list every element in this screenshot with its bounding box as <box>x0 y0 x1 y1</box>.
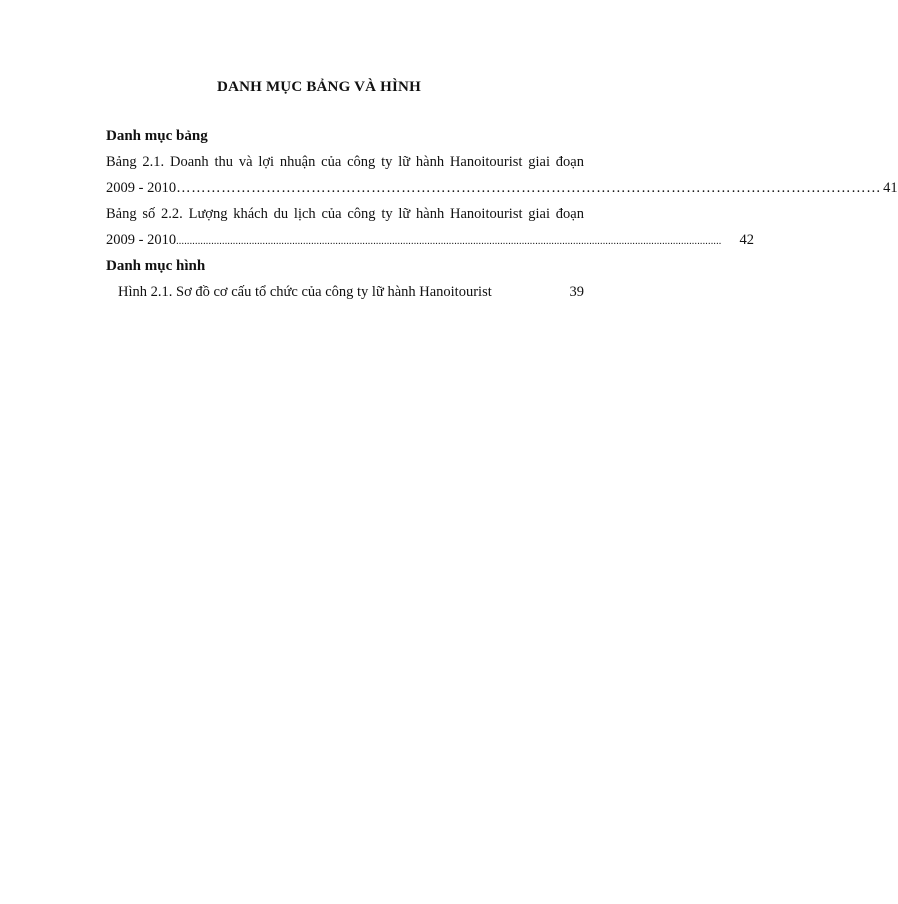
figure-entry-1 <box>106 279 584 305</box>
table-entry-2-page: 42 <box>739 232 754 248</box>
table-entry-1-line2 <box>106 175 898 201</box>
page-title: DANH MỤC BẢNG VÀ HÌNH <box>217 79 421 95</box>
dot-leader: .......................................................................................................................................................................................................... <box>176 236 722 247</box>
table-entry-2-years: 2009 - 2010 <box>106 232 177 248</box>
table-entry-1-page: 41 <box>883 180 898 196</box>
table-entry-1-years: 2009 - 2010 <box>106 180 177 196</box>
table-entry-2-line1: Bảng số 2.2. Lượng khách du lịch của công ty lữ hành Hanoitourist giai đoạn <box>106 206 584 222</box>
table-entry-1-line1: Bảng 2.1. Doanh thu và lợi nhuận của công ty lữ hành Hanoitourist giai đoạn <box>106 154 584 170</box>
figure-entry-1-text: Hình 2.1. Sơ đồ cơ cấu tổ chức của công ty lữ hành Hanoitourist <box>118 284 492 300</box>
figure-entry-1-page: 39 <box>569 284 584 300</box>
toc-content <box>106 123 898 305</box>
tables-heading: Danh mục bảng <box>106 128 208 144</box>
dot-leader: …………………………………………………………………………………………………………………………… <box>176 180 882 196</box>
figures-heading: Danh mục hình <box>106 258 206 274</box>
table-entry-2-line2 <box>106 227 754 253</box>
